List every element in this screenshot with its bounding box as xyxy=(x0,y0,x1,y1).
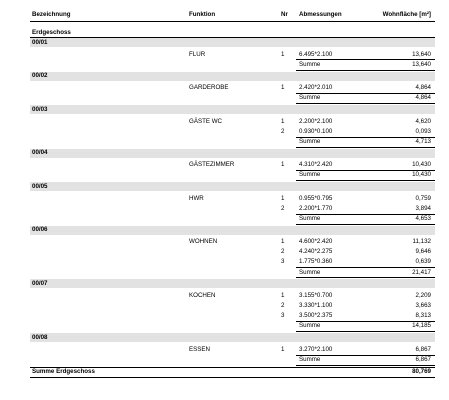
row-dimensions: 6.495*2.100 xyxy=(299,50,333,58)
sum-bottom-rule xyxy=(296,365,435,366)
room-header-band xyxy=(30,149,435,158)
row-area: 4,864 xyxy=(415,84,431,91)
room-sum-label: Summe xyxy=(299,355,321,363)
header-wohnflaeche: Wohnfläche [m²] xyxy=(382,11,431,18)
row-area: 11,132 xyxy=(412,238,431,246)
row-dimensions: 3.500*2.375 xyxy=(299,312,333,320)
room-sum-value: 4,864 xyxy=(415,94,431,102)
room-function: GÄSTEZIMMER xyxy=(189,161,235,169)
row-dimensions: 2.200*1.770 xyxy=(299,204,333,212)
room-function: KOCHEN xyxy=(189,291,216,299)
row-dimensions: 2.420*2.010 xyxy=(299,84,333,91)
row-nr: 1 xyxy=(281,345,285,353)
room-function: GARDEROBE xyxy=(189,84,229,91)
row-dimensions: 1.775*0.360 xyxy=(299,258,333,266)
row-area: 3,894 xyxy=(415,204,431,212)
row-nr: 2 xyxy=(281,204,285,212)
room-sum-label: Summe xyxy=(299,268,321,276)
row-dimensions: 4.240*2.275 xyxy=(299,248,333,256)
room-id: 00/08 xyxy=(32,333,48,341)
room-sum-label: Summe xyxy=(299,322,321,330)
room-sum-value: 4,713 xyxy=(415,137,431,145)
row-area: 6,867 xyxy=(415,345,431,353)
header-funktion: Funktion xyxy=(189,11,216,18)
room-function: ESSEN xyxy=(189,345,210,353)
room-header-band xyxy=(30,333,435,342)
header-nr: Nr xyxy=(281,11,288,18)
room-header-band xyxy=(30,72,435,81)
row-area: 9,646 xyxy=(415,248,431,256)
room-sum-value: 6,867 xyxy=(415,355,431,363)
row-nr: 3 xyxy=(281,258,285,266)
sum-bottom-rule xyxy=(296,103,435,104)
row-area: 13,640 xyxy=(412,50,431,58)
row-area: 2,209 xyxy=(415,291,431,299)
row-area: 0,093 xyxy=(415,127,431,135)
room-sum-label: Summe xyxy=(299,171,321,179)
row-dimensions: 2.200*2.100 xyxy=(299,117,333,125)
room-header-band xyxy=(30,105,435,114)
room-header-band xyxy=(30,279,435,288)
row-nr: 1 xyxy=(281,238,285,246)
row-nr: 1 xyxy=(281,50,285,58)
room-function: HWR xyxy=(189,194,204,202)
row-nr: 1 xyxy=(281,84,285,91)
room-function: GÄSTE WC xyxy=(189,117,223,125)
room-function: FLUR xyxy=(189,50,206,58)
total-label: Summe Erdgeschoss xyxy=(32,368,95,376)
room-sum-label: Summe xyxy=(299,60,321,68)
row-dimensions: 0.930*0.100 xyxy=(299,127,333,135)
row-dimensions: 3.155*0.700 xyxy=(299,291,333,299)
floor-label: Erdgeschoss xyxy=(32,29,71,36)
room-header-band xyxy=(30,38,435,47)
room-header-band xyxy=(30,182,435,191)
room-id: 00/06 xyxy=(32,226,48,234)
sum-bottom-rule xyxy=(296,147,435,148)
room-sum-label: Summe xyxy=(299,137,321,145)
room-sum-value: 14,185 xyxy=(412,322,431,330)
room-sum-value: 13,640 xyxy=(412,60,431,68)
room-sum-value: 21,417 xyxy=(412,268,431,276)
row-nr: 2 xyxy=(281,302,285,309)
row-nr: 1 xyxy=(281,291,285,299)
sum-bottom-rule xyxy=(296,70,435,71)
row-area: 10,430 xyxy=(412,161,431,169)
row-dimensions: 3.330*1.100 xyxy=(299,302,333,309)
row-area: 8,313 xyxy=(415,312,431,320)
row-nr: 1 xyxy=(281,117,285,125)
room-sum-label: Summe xyxy=(299,94,321,102)
row-nr: 1 xyxy=(281,194,285,202)
room-sum-label: Summe xyxy=(299,214,321,222)
total-value: 80,769 xyxy=(412,368,431,376)
room-header-band xyxy=(30,226,435,235)
room-id: 00/05 xyxy=(32,182,48,190)
total-rule-bottom xyxy=(30,377,435,378)
sum-bottom-rule xyxy=(296,277,435,278)
room-id: 00/02 xyxy=(32,72,48,79)
row-area: 0,759 xyxy=(415,194,431,202)
room-id: 00/07 xyxy=(32,279,48,287)
header-abmessungen: Abmessungen xyxy=(299,11,342,18)
row-dimensions: 4.310*2.420 xyxy=(299,161,333,169)
row-nr: 3 xyxy=(281,312,285,320)
room-sum-value: 10,430 xyxy=(412,171,431,179)
sum-bottom-rule xyxy=(296,224,435,225)
room-id: 00/01 xyxy=(32,38,48,46)
row-dimensions: 4.600*2.420 xyxy=(299,238,333,246)
sum-bottom-rule xyxy=(296,331,435,332)
row-nr: 2 xyxy=(281,248,285,256)
room-id: 00/03 xyxy=(32,105,48,113)
room-id: 00/04 xyxy=(32,149,48,157)
row-area: 4,620 xyxy=(415,117,431,125)
row-nr: 2 xyxy=(281,127,285,135)
row-dimensions: 0.955*0.795 xyxy=(299,194,333,202)
sum-bottom-rule xyxy=(296,180,435,181)
row-nr: 1 xyxy=(281,161,285,169)
row-dimensions: 3.270*2.100 xyxy=(299,345,333,353)
row-area: 0,639 xyxy=(415,258,431,266)
row-area: 3,663 xyxy=(415,302,431,309)
room-function: WOHNEN xyxy=(189,238,218,246)
header-bezeichnung: Bezeichnung xyxy=(32,11,71,18)
room-sum-value: 4,653 xyxy=(415,214,431,222)
header-rule xyxy=(30,21,435,22)
